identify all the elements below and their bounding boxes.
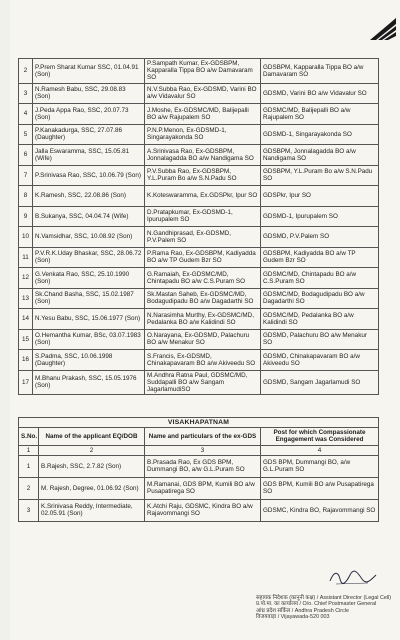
applicant-cell: B.Sukanya, SSC, 04.04.74 (Wife) — [33, 206, 145, 227]
serial-number: 3 — [19, 83, 33, 104]
header-sno: S.No. — [19, 428, 39, 445]
col-number: 3 — [145, 445, 261, 455]
post-cell: GDSMD, P.V.Palem SO — [261, 227, 379, 248]
table-header-row — [19, 428, 379, 445]
serial-number: 14 — [19, 309, 33, 330]
ex-gds-cell: Sk.Mastan Saheb, Ex-GDSMC/MD, Bodagudipadu BO a/w Dagadarthi SO — [145, 288, 261, 309]
post-cell: GDSMC, Kindra BO, Rajavommangi SO — [261, 499, 379, 521]
post-cell: GDSMC/MD, Balijepalli BO a/w Rajupalem SO — [261, 104, 379, 125]
post-cell: GDSMD-1, Singarayakonda SO — [261, 124, 379, 145]
post-cell: GDSMD, Palachuru BO a/w Menakur SO — [261, 329, 379, 350]
post-cell: GDS BPM, Dummangi BO, a/w G.L.Puram SO — [261, 455, 379, 477]
post-cell: GDSMD, Chinakapavaram BO a/w Akiveedu SO — [261, 350, 379, 371]
ex-gds-cell: M.Ramanai, GDS BPM, Kumili BO a/w Pusapatirega SO — [145, 477, 261, 499]
table-row — [19, 350, 379, 371]
ex-gds-cell: A.Srinivasa Rao, Ex-GDSBPM, Jonnalagadda BO a/w Nandigama SO — [145, 145, 261, 166]
post-cell: GDSMD, Sangam Jagarlamudi SO — [261, 370, 379, 395]
applicant-cell: K.Ramesh, SSC, 22.08.86 (Son) — [33, 186, 145, 207]
post-cell: GDSBPM, Jonnalagadda BO a/w Nandigama SO — [261, 145, 379, 166]
serial-number: 12 — [19, 268, 33, 289]
table-row — [19, 247, 379, 268]
applicant-cell: N.Yesu Babu, SSC, 15.06.1977 (Son) — [33, 309, 145, 330]
stamp-line: प्र.पो.मा. का कार्यालय / O/o. Chief Postmaster General — [256, 601, 377, 608]
post-cell: GDSMD-1, Ipurupalem SO — [261, 206, 379, 227]
header-ex-gds: Name and particulars of the ex-GDS — [145, 428, 261, 445]
ex-gds-cell: P.N.P.Menon, Ex-GDSMD-1, Singarayakonda SO — [145, 124, 261, 145]
section-title: VISAKHAPATNAM — [19, 418, 379, 428]
ex-gds-cell: K.Atchi Raju, GDSMC, Kindra BO a/w Rajavommangi SO — [145, 499, 261, 521]
ex-gds-cell: S.Francis, Ex-GDSMD, Chinakapavaram BO a/w Akiveedu SO — [145, 350, 261, 371]
applicant-cell: M. Rajesh, Degree, 01.06.92 (Son) — [39, 477, 145, 499]
table-row — [19, 329, 379, 350]
serial-number: 11 — [19, 247, 33, 268]
table-row — [19, 370, 379, 395]
table-row — [19, 309, 379, 330]
serial-number: 3 — [19, 499, 39, 521]
table-row — [19, 499, 379, 521]
table-row — [19, 227, 379, 248]
ex-gds-cell: B.Prasada Rao, Ex GDS BPM, Dummangi BO, a/w G.L.Puram SO — [145, 455, 261, 477]
applicant-cell: P.Srinivasa Rao, SSC, 10.06.79 (Son) — [33, 165, 145, 186]
applicant-cell: Sk.Chand Basha, SSC, 15.02.1987 (Son) — [33, 288, 145, 309]
serial-number: 2 — [19, 477, 39, 499]
table-row — [19, 288, 379, 309]
serial-number: 9 — [19, 206, 33, 227]
official-stamp — [256, 595, 396, 621]
col-number: 1 — [19, 445, 39, 455]
post-cell: GDSBPM, Kadiyadda BO a/w TP Gudem Bzr SO — [261, 247, 379, 268]
post-cell: GDSBPM, Kapparalla Tippa BO a/w Damavaram SO — [261, 59, 379, 84]
applicant-cell: N.Ramesh Babu, SSC, 29.08.83 (Son) — [33, 83, 145, 104]
post-cell: GDSBPM, Y.L.Puram Bo a/w S.N.Padu SO — [261, 165, 379, 186]
ex-gds-cell: P.V.Subba Rao, Ex-GDSBPM, Y.L.Puram Bo a/w S.N.Padu SO — [145, 165, 261, 186]
applicant-cell: J.Peda Appa Rao, SSC, 20.07.73 (Son) — [33, 104, 145, 125]
serial-number: 8 — [19, 186, 33, 207]
applicant-cell: N.Vamsidhar, SSC, 10.08.92 (Son) — [33, 227, 145, 248]
ex-gds-cell: O.Narayana, Ex-GDSMD, Palachuru BO a/w Menakur SO — [145, 329, 261, 350]
compassionate-engagement-table — [18, 58, 379, 395]
stamp-line: आंध्र प्रदेश सर्किल / Andhra Pradesh Circle — [256, 607, 349, 614]
serial-number: 15 — [19, 329, 33, 350]
post-cell: GDSMC/MD, Chintapadu BO a/w C.S.Puram SO — [261, 268, 379, 289]
ex-gds-cell: D.Pratapkumar, Ex-GDSMD-1, Ipurupalem SO — [145, 206, 261, 227]
col-number: 2 — [39, 445, 145, 455]
serial-number: 2 — [19, 59, 33, 84]
applicant-cell: K.Srinivasa Reddy, Intermediate, 02.05.91 (Son) — [39, 499, 145, 521]
india-post-logo-icon — [368, 14, 398, 42]
ex-gds-cell: N.Narasimha Murthy, Ex-GDSMC/MD, Pedalanka BO a/w Kalidindi SO — [145, 309, 261, 330]
header-applicant: Name of the applicant EQ/DOB — [39, 428, 145, 445]
serial-number: 10 — [19, 227, 33, 248]
ex-gds-cell: M.Andhra Ratna Paul, GDSMC/MD, Suddapalli BO a/w Sangam JagarlamudiSO — [145, 370, 261, 395]
post-cell: GDSMD, Varini BO a/w Vidavalur SO — [261, 83, 379, 104]
serial-number: 1 — [19, 455, 39, 477]
serial-number: 13 — [19, 288, 33, 309]
handwritten-signature — [328, 567, 378, 587]
table-row — [19, 104, 379, 125]
ex-gds-cell: J.Moshe, Ex-GDSMC/MD, Balijepalli BO a/w Rajupalem SO — [145, 104, 261, 125]
serial-number: 7 — [19, 165, 33, 186]
applicant-cell: B.Rajesh, SSC, 2.7.82 (Son) — [39, 455, 145, 477]
post-cell: GDSMC/MD, Pedalanka BO a/w Kalidindi SO — [261, 309, 379, 330]
table-row — [19, 59, 379, 84]
serial-number: 6 — [19, 145, 33, 166]
post-cell: GDS BPM, Kumili BO a/w Pusapatirega SO — [261, 477, 379, 499]
serial-number: 17 — [19, 370, 33, 395]
post-cell: GDSPkr, Ipur SO — [261, 186, 379, 207]
applicant-cell: M.Bhanu Prakash, SSC, 15.05.1976 (Son) — [33, 370, 145, 395]
ex-gds-cell: G.Ramaiah, Ex-GDSMC/MD, Chintapadu BO a/w C.S.Puram SO — [145, 268, 261, 289]
table-row — [19, 268, 379, 289]
table-row — [19, 186, 379, 207]
applicant-cell: P.Kanakadurga, SSC, 27.07.86 (Daughter) — [33, 124, 145, 145]
header-post: Post for which Compassionate Engagement was Considered — [261, 428, 379, 445]
applicant-cell: G.Venkata Rao, SSC, 25.10.1990 (Son) — [33, 268, 145, 289]
serial-number: 4 — [19, 104, 33, 125]
table-row — [19, 477, 379, 499]
column-number-row — [19, 445, 379, 455]
col-number: 4 — [261, 445, 379, 455]
stamp-line: सहायक निदेशक (कानूनी कक्ष) / Assistant Director (Legal Cell) — [256, 595, 392, 601]
serial-number: 16 — [19, 350, 33, 371]
table-row — [19, 124, 379, 145]
ex-gds-cell: N.Gandhiprasad, Ex-GDSMD, P.V.Palem SO — [145, 227, 261, 248]
applicant-cell: Jalla Eswaramma, SSC, 15.05.81 (Wife) — [33, 145, 145, 166]
table-row — [19, 145, 379, 166]
table-row — [19, 206, 379, 227]
ex-gds-cell: N.V.Subba Rao, Ex-GDSMD, Varini BO a/w Vidavalur SO — [145, 83, 261, 104]
stamp-line: विजयवाड़ा / Vijayawada-520 003 — [256, 614, 330, 621]
table-row — [19, 83, 379, 104]
visakhapatnam-table — [18, 417, 379, 522]
table-row — [19, 455, 379, 477]
serial-number: 5 — [19, 124, 33, 145]
ex-gds-cell: P.Sampath Kumar, Ex-GDSBPM, Kapparalla Tippa BO a/w Damavaram SO — [145, 59, 261, 84]
applicant-cell: P.Prem Sharat Kumar SSC, 01.04.91 (Son) — [33, 59, 145, 84]
ex-gds-cell: K.Koteswaramma, Ex.GDSPkr, Ipur SO — [145, 186, 261, 207]
applicant-cell: S.Padma, SSC, 10.06.1998 (Daughter) — [33, 350, 145, 371]
table-row — [19, 165, 379, 186]
post-cell: GDSMC/MD, Bodagudipadu BO a/w Dagadarthi SO — [261, 288, 379, 309]
applicant-cell: P.V.R.K.Uday Bhaskar, SSC, 28.06.72 (Son) — [33, 247, 145, 268]
applicant-cell: O.Hemantha Kumar, BSc, 03.07.1983 (Son) — [33, 329, 145, 350]
ex-gds-cell: P.Rama Rao, Ex-GDSBPM, Kadiyadda BO a/w TP Gudem Bzr SO — [145, 247, 261, 268]
